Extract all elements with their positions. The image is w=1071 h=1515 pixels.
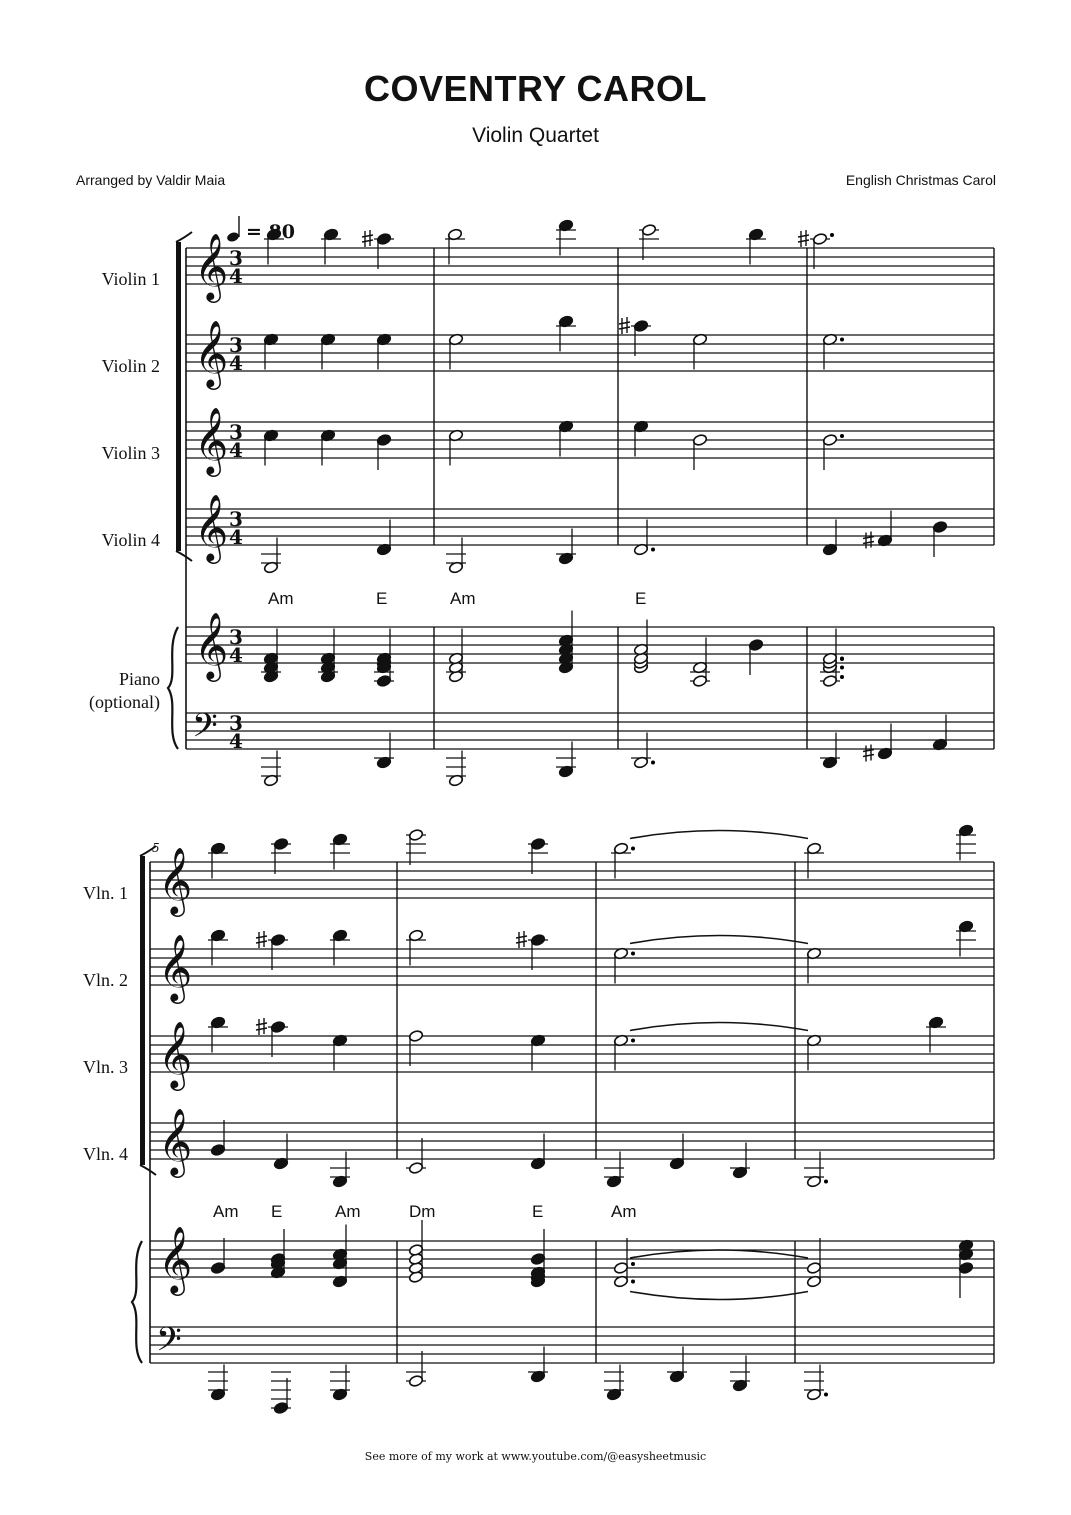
bass-clef-icon: 𝄢 (192, 707, 218, 753)
time-signature-bottom: 4 (229, 438, 243, 462)
tempo-mark: = 80 (246, 221, 295, 243)
sharp-sign (863, 745, 874, 762)
bracket-hook (176, 232, 192, 242)
instrument-name-piano: Piano (118, 669, 160, 689)
augmentation-dot (840, 657, 844, 661)
time-signature-top: 3 (229, 507, 243, 531)
measure-number: 5 (152, 841, 160, 855)
time-signature-top: 3 (229, 711, 243, 735)
bass-clef-icon: 𝄢 (156, 1321, 182, 1367)
staff-bracket (176, 242, 181, 551)
treble-clef-icon: 𝄞 (194, 232, 229, 300)
augmentation-dot (631, 1039, 635, 1043)
augmentation-dot (631, 1280, 635, 1284)
augmentation-dot (840, 675, 844, 679)
tie (630, 936, 808, 944)
chord-symbol: Am (268, 589, 294, 608)
instrument-name-vln-4: Vln. 4 (83, 1144, 128, 1164)
sharp-sign (798, 230, 809, 247)
tie (630, 831, 808, 839)
treble-clef-icon: 𝄞 (158, 1107, 193, 1175)
chord-symbol: Am (450, 589, 476, 608)
chord-symbol: E (376, 589, 388, 608)
instrument-name-violin-1: Violin 1 (101, 269, 160, 289)
sharp-sign (256, 1018, 267, 1035)
instrument-name-piano-optional: (optional) (89, 692, 160, 712)
time-signature-top: 3 (229, 246, 243, 270)
page-subtitle: Violin Quartet (472, 124, 599, 147)
treble-clef-icon: 𝄞 (158, 1020, 193, 1088)
arranger-credit: Arranged by Valdir Maia (76, 172, 226, 188)
time-signature-bottom: 4 (229, 643, 243, 667)
augmentation-dot (840, 338, 844, 342)
chord-symbol: E (635, 589, 647, 608)
treble-clef-icon: 𝄞 (158, 846, 193, 914)
augmentation-dot (840, 666, 844, 670)
time-signature-top: 3 (229, 625, 243, 649)
time-signature-bottom: 4 (229, 729, 243, 753)
instrument-name-violin-3: Violin 3 (101, 443, 160, 463)
footer-link-text: See more of my work at www.youtube.com/@easysheetmusic (364, 1450, 707, 1463)
augmentation-dot (651, 761, 655, 765)
tie (630, 1023, 808, 1031)
instrument-name-vln-3: Vln. 3 (83, 1057, 128, 1077)
sharp-sign (516, 931, 527, 948)
bracket-hook (176, 551, 192, 561)
tie (630, 1250, 808, 1258)
time-signature-top: 3 (229, 333, 243, 357)
augmentation-dot (631, 847, 635, 851)
sharp-sign (362, 230, 373, 247)
time-signature-bottom: 4 (229, 264, 243, 288)
augmentation-dot (631, 1262, 635, 1266)
time-signature-bottom: 4 (229, 351, 243, 375)
treble-clef-icon: 𝄞 (194, 493, 229, 561)
chord-symbol: E (532, 1202, 544, 1221)
staff-bracket (140, 856, 145, 1165)
augmentation-dot (631, 952, 635, 956)
time-signature-top: 3 (229, 420, 243, 444)
sharp-sign (256, 931, 267, 948)
augmentation-dot (651, 548, 655, 552)
bracket-hook (140, 1165, 156, 1175)
augmentation-dot (840, 434, 844, 438)
tie (630, 1292, 808, 1300)
instrument-name-vln-1: Vln. 1 (83, 883, 128, 903)
treble-clef-icon: 𝄞 (194, 611, 229, 679)
treble-clef-icon: 𝄞 (158, 1225, 193, 1293)
chord-symbol: Dm (409, 1202, 436, 1221)
time-signature-bottom: 4 (229, 525, 243, 549)
treble-clef-icon: 𝄞 (158, 933, 193, 1001)
page-title: COVENTRY CAROL (363, 68, 708, 109)
instrument-name-violin-4: Violin 4 (101, 530, 160, 550)
chord-symbol: Am (335, 1202, 361, 1221)
treble-clef-icon: 𝄞 (194, 406, 229, 474)
augmentation-dot (824, 1180, 828, 1184)
sharp-sign (619, 317, 630, 334)
composer-credit: English Christmas Carol (845, 172, 996, 188)
sharp-sign (863, 532, 874, 549)
augmentation-dot (824, 1393, 828, 1397)
instrument-name-vln-2: Vln. 2 (83, 970, 128, 990)
augmentation-dot (830, 233, 834, 237)
chord-symbol: E (271, 1202, 283, 1221)
chord-symbol: Am (213, 1202, 239, 1221)
piano-brace (132, 1241, 142, 1363)
instrument-name-violin-2: Violin 2 (101, 356, 160, 376)
treble-clef-icon: 𝄞 (194, 319, 229, 387)
piano-brace (168, 627, 178, 749)
chord-symbol: Am (611, 1202, 637, 1221)
